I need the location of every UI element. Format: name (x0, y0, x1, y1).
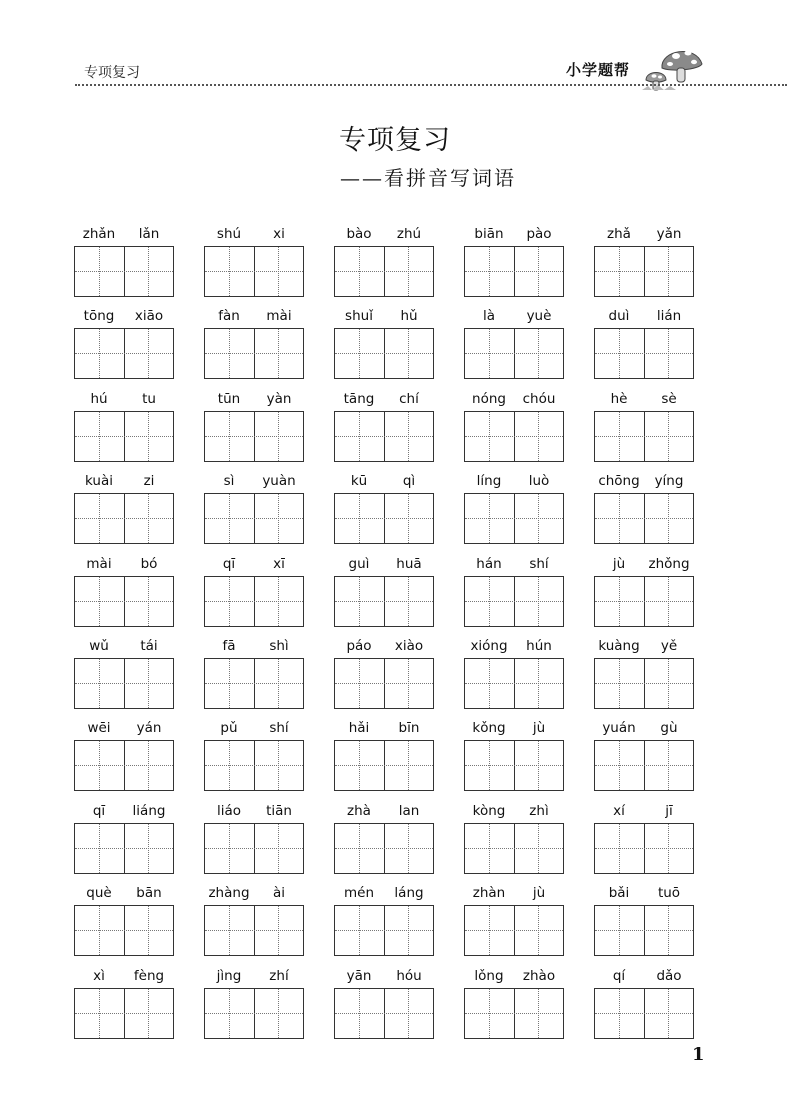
character-writing-box[interactable] (204, 905, 304, 956)
pinyin-label: tuō (657, 885, 681, 902)
box-guide-line (595, 683, 693, 684)
pinyin-label: shí (529, 555, 549, 572)
character-writing-box[interactable] (334, 493, 434, 544)
pinyin-label: zhǎn (82, 226, 116, 242)
character-writing-box[interactable] (334, 246, 434, 297)
character-writing-box[interactable] (334, 411, 434, 462)
pinyin-label: gù (660, 720, 678, 737)
character-writing-box[interactable] (204, 493, 304, 544)
pinyin-label: pǔ (220, 720, 238, 737)
box-guide-line (75, 683, 173, 684)
box-guide-line (205, 353, 303, 354)
pinyin-label: què (86, 885, 112, 902)
box-guide-line (75, 353, 173, 354)
pinyin-label: mài (266, 308, 292, 325)
character-writing-box[interactable] (464, 905, 564, 956)
box-guide-line (205, 601, 303, 602)
pinyin-label: hè (610, 390, 628, 407)
pinyin-label: bīn (398, 720, 420, 737)
word-row (74, 391, 724, 471)
character-writing-box[interactable] (204, 576, 304, 627)
character-writing-box[interactable] (204, 823, 304, 874)
pinyin-label: xi (273, 226, 285, 242)
pinyin-label: tu (142, 390, 156, 407)
pinyin-label: lan (398, 802, 420, 819)
pinyin-label: liáng (132, 802, 166, 819)
word-row (74, 556, 724, 636)
pinyin-label: wǔ (89, 638, 109, 654)
character-writing-box[interactable] (594, 905, 694, 956)
word-row (74, 226, 724, 306)
word-item (74, 638, 174, 710)
box-guide-line (595, 518, 693, 519)
box-guide-line (205, 765, 303, 766)
word-item (464, 226, 564, 298)
pinyin-label: yán (136, 720, 162, 737)
box-guide-line (75, 1013, 173, 1014)
character-writing-box[interactable] (464, 246, 564, 297)
box-guide-line (75, 848, 173, 849)
box-guide-line (595, 271, 693, 272)
box-guide-line (335, 353, 433, 354)
word-item (594, 968, 694, 1040)
pinyin-label: xióng (470, 638, 508, 654)
pinyin-label: dǎo (656, 967, 682, 984)
pinyin-label: kòng (472, 802, 506, 819)
pinyin-label: shì (269, 638, 289, 654)
word-row (74, 803, 724, 883)
character-writing-box[interactable] (594, 246, 694, 297)
word-row (74, 720, 724, 800)
pinyin-label: hóu (396, 967, 422, 984)
pinyin-label: zhú (396, 226, 422, 242)
word-item (74, 308, 174, 380)
word-item (334, 308, 434, 380)
box-guide-line (335, 1013, 433, 1014)
pinyin-label: lǎn (138, 226, 160, 242)
box-guide-line (595, 930, 693, 931)
pinyin-label: duì (608, 308, 630, 325)
word-item (464, 473, 564, 545)
character-writing-box[interactable] (74, 411, 174, 462)
pinyin-label: shú (216, 226, 242, 242)
pinyin-label: bó (140, 555, 158, 572)
word-item (594, 308, 694, 380)
word-item (74, 968, 174, 1040)
pinyin-label: hún (526, 638, 552, 654)
header-section-label: 专项复习 (84, 65, 140, 81)
box-guide-line (205, 1013, 303, 1014)
pinyin-label: qī (92, 802, 106, 819)
box-guide-line (465, 601, 563, 602)
pinyin-label: chōng (598, 473, 640, 490)
word-item (334, 968, 434, 1040)
pinyin-label: zhà (347, 802, 371, 819)
pinyin-label: sè (661, 390, 677, 407)
character-writing-box[interactable] (334, 988, 434, 1039)
pinyin-label: shí (269, 720, 289, 737)
box-guide-line (595, 848, 693, 849)
pinyin-label: tái (140, 638, 158, 654)
pinyin-label: liáo (216, 802, 242, 819)
character-writing-box[interactable] (204, 328, 304, 379)
word-item (74, 556, 174, 628)
pinyin-label: tāng (343, 390, 375, 407)
character-writing-box[interactable] (74, 905, 174, 956)
word-item (464, 803, 564, 875)
pinyin-label: hán (476, 555, 502, 572)
pinyin-label: jìng (216, 967, 242, 984)
pinyin-label: yíng (654, 473, 684, 490)
word-item (204, 720, 304, 792)
word-row (74, 638, 724, 718)
character-writing-box[interactable] (204, 246, 304, 297)
character-writing-box[interactable] (464, 493, 564, 544)
word-item (594, 556, 694, 628)
pinyin-label: yuán (602, 720, 636, 737)
character-writing-box[interactable] (74, 576, 174, 627)
character-writing-box[interactable] (334, 658, 434, 709)
character-writing-box[interactable] (204, 658, 304, 709)
character-writing-box[interactable] (74, 328, 174, 379)
character-writing-box[interactable] (74, 823, 174, 874)
pinyin-label: xiào (394, 638, 424, 654)
word-item (74, 885, 174, 957)
character-writing-box[interactable] (594, 493, 694, 544)
page-title: 专项复习 (339, 125, 451, 156)
box-guide-line (595, 353, 693, 354)
box-guide-line (465, 1013, 563, 1014)
word-item (334, 803, 434, 875)
word-item (594, 226, 694, 298)
pinyin-label: yuàn (262, 473, 296, 490)
pinyin-label: xí (613, 802, 625, 819)
word-item (204, 885, 304, 957)
word-item (464, 638, 564, 710)
character-writing-box[interactable] (74, 740, 174, 791)
word-item (594, 885, 694, 957)
character-writing-box[interactable] (204, 740, 304, 791)
pinyin-label: lǒng (474, 967, 504, 984)
box-guide-line (465, 765, 563, 766)
box-guide-line (595, 601, 693, 602)
box-guide-line (75, 271, 173, 272)
box-guide-line (75, 601, 173, 602)
box-guide-line (465, 848, 563, 849)
pinyin-label: zhǎ (607, 226, 631, 242)
box-guide-line (465, 353, 563, 354)
pinyin-label: nóng (472, 390, 506, 407)
word-item (594, 391, 694, 463)
character-writing-box[interactable] (594, 411, 694, 462)
box-guide-line (205, 930, 303, 931)
box-guide-line (335, 930, 433, 931)
word-item (334, 638, 434, 710)
pinyin-label: sì (223, 473, 235, 490)
box-guide-line (335, 436, 433, 437)
box-guide-line (595, 765, 693, 766)
pinyin-label: mài (86, 555, 112, 572)
word-item (204, 556, 304, 628)
box-guide-line (335, 518, 433, 519)
character-writing-box[interactable] (464, 576, 564, 627)
pinyin-label: xī (273, 555, 285, 572)
pinyin-label: mén (343, 885, 374, 902)
pinyin-label: lián (656, 308, 682, 325)
word-item (334, 720, 434, 792)
box-guide-line (75, 930, 173, 931)
word-item (334, 885, 434, 957)
pinyin-label: xiāo (134, 308, 164, 325)
word-item (74, 720, 174, 792)
word-item (204, 638, 304, 710)
character-writing-box[interactable] (334, 823, 434, 874)
character-writing-box[interactable] (594, 740, 694, 791)
character-writing-box[interactable] (594, 328, 694, 379)
pinyin-label: kuài (85, 473, 113, 490)
box-guide-line (205, 271, 303, 272)
word-item (594, 473, 694, 545)
word-item (464, 968, 564, 1040)
word-row (74, 968, 724, 1048)
pinyin-label: guì (348, 555, 370, 572)
pinyin-label: jù (532, 720, 546, 737)
word-item (204, 968, 304, 1040)
character-writing-box[interactable] (594, 576, 694, 627)
pinyin-label: yuè (526, 308, 552, 325)
character-writing-box[interactable] (464, 411, 564, 462)
word-row (74, 308, 724, 388)
page-number: 1 (692, 1044, 705, 1065)
pinyin-label: tiān (266, 802, 292, 819)
word-item (594, 720, 694, 792)
pinyin-label: yǎn (656, 226, 682, 242)
word-item (334, 391, 434, 463)
pinyin-label: chí (399, 390, 419, 407)
word-item (464, 391, 564, 463)
pinyin-label: fàn (218, 308, 240, 325)
pinyin-label: zhí (269, 967, 289, 984)
word-item (334, 226, 434, 298)
box-guide-line (595, 1013, 693, 1014)
pinyin-label: tōng (83, 308, 115, 325)
pinyin-label: yān (346, 967, 372, 984)
pinyin-label: zhàng (208, 885, 250, 902)
word-item (464, 885, 564, 957)
character-writing-box[interactable] (334, 740, 434, 791)
word-item (204, 226, 304, 298)
box-guide-line (205, 436, 303, 437)
pinyin-label: kuàng (598, 638, 640, 654)
pinyin-label: zhàn (472, 885, 506, 902)
box-guide-line (335, 271, 433, 272)
box-guide-line (465, 930, 563, 931)
character-writing-box[interactable] (334, 328, 434, 379)
pinyin-label: fā (222, 638, 236, 654)
pinyin-label: fèng (133, 967, 165, 984)
character-writing-box[interactable] (594, 658, 694, 709)
pinyin-label: luò (528, 473, 550, 490)
header-brand-label: 小学题帮 (566, 61, 631, 79)
word-row (74, 473, 724, 553)
word-item (74, 473, 174, 545)
pinyin-label: jù (532, 885, 546, 902)
pinyin-label: yàn (266, 390, 292, 407)
pinyin-label: wēi (87, 720, 111, 737)
box-guide-line (205, 683, 303, 684)
word-item (204, 391, 304, 463)
pinyin-label: zhào (522, 967, 556, 984)
pinyin-label: hǔ (400, 308, 418, 325)
pinyin-label: hǎi (348, 720, 370, 737)
pinyin-label: kǒng (472, 720, 506, 737)
word-item (74, 226, 174, 298)
pinyin-label: bān (136, 885, 162, 902)
pinyin-label: páo (346, 638, 372, 654)
word-item (204, 803, 304, 875)
pinyin-label: zi (143, 473, 155, 490)
character-writing-box[interactable] (594, 823, 694, 874)
character-writing-box[interactable] (334, 905, 434, 956)
character-writing-box[interactable] (74, 246, 174, 297)
character-writing-box[interactable] (464, 658, 564, 709)
word-item (464, 720, 564, 792)
word-item (334, 473, 434, 545)
character-writing-box[interactable] (334, 576, 434, 627)
box-guide-line (465, 436, 563, 437)
pinyin-label: là (482, 308, 496, 325)
pinyin-label: zhǒng (648, 555, 690, 572)
pinyin-label: zhì (529, 802, 549, 819)
pinyin-label: líng (476, 473, 502, 490)
word-item (594, 638, 694, 710)
pinyin-label: xì (93, 967, 105, 984)
character-writing-box[interactable] (464, 988, 564, 1039)
pinyin-label: huā (396, 555, 422, 572)
pinyin-label: ài (272, 885, 286, 902)
page-subtitle: ——看拼音写词语 (340, 166, 516, 190)
word-item (204, 308, 304, 380)
character-writing-box[interactable] (594, 988, 694, 1039)
box-guide-line (465, 518, 563, 519)
character-writing-box[interactable] (74, 988, 174, 1039)
word-item (74, 391, 174, 463)
character-writing-box[interactable] (204, 988, 304, 1039)
character-writing-box[interactable] (464, 823, 564, 874)
pinyin-label: shuǐ (345, 308, 373, 325)
box-guide-line (205, 848, 303, 849)
box-guide-line (465, 271, 563, 272)
word-item (334, 556, 434, 628)
box-guide-line (75, 765, 173, 766)
word-item (464, 308, 564, 380)
character-writing-box[interactable] (74, 658, 174, 709)
box-guide-line (595, 436, 693, 437)
box-guide-line (335, 601, 433, 602)
pinyin-label: kū (350, 473, 368, 490)
pinyin-label: tūn (217, 390, 241, 407)
pinyin-label: hú (90, 390, 108, 407)
word-item (74, 803, 174, 875)
character-writing-box[interactable] (204, 411, 304, 462)
pinyin-label: biān (474, 226, 504, 242)
box-guide-line (335, 683, 433, 684)
box-guide-line (465, 683, 563, 684)
word-row (74, 885, 724, 965)
box-guide-line (75, 436, 173, 437)
pinyin-label: jī (665, 802, 673, 819)
pinyin-label: yě (660, 638, 678, 654)
word-item (204, 473, 304, 545)
pinyin-label: chóu (522, 390, 556, 407)
pinyin-label: jù (612, 555, 626, 572)
character-writing-box[interactable] (74, 493, 174, 544)
pinyin-label: bào (346, 226, 372, 242)
box-guide-line (205, 518, 303, 519)
pinyin-label: pào (526, 226, 552, 242)
pinyin-label: qī (222, 555, 236, 572)
word-item (594, 803, 694, 875)
character-writing-box[interactable] (464, 740, 564, 791)
box-guide-line (335, 848, 433, 849)
word-item (464, 556, 564, 628)
pinyin-label: láng (394, 885, 424, 902)
character-writing-box[interactable] (464, 328, 564, 379)
pinyin-label: bǎi (608, 885, 630, 902)
pinyin-label: qí (612, 967, 626, 984)
header-divider (75, 84, 787, 86)
box-guide-line (335, 765, 433, 766)
box-guide-line (75, 518, 173, 519)
pinyin-label: qì (402, 473, 416, 490)
